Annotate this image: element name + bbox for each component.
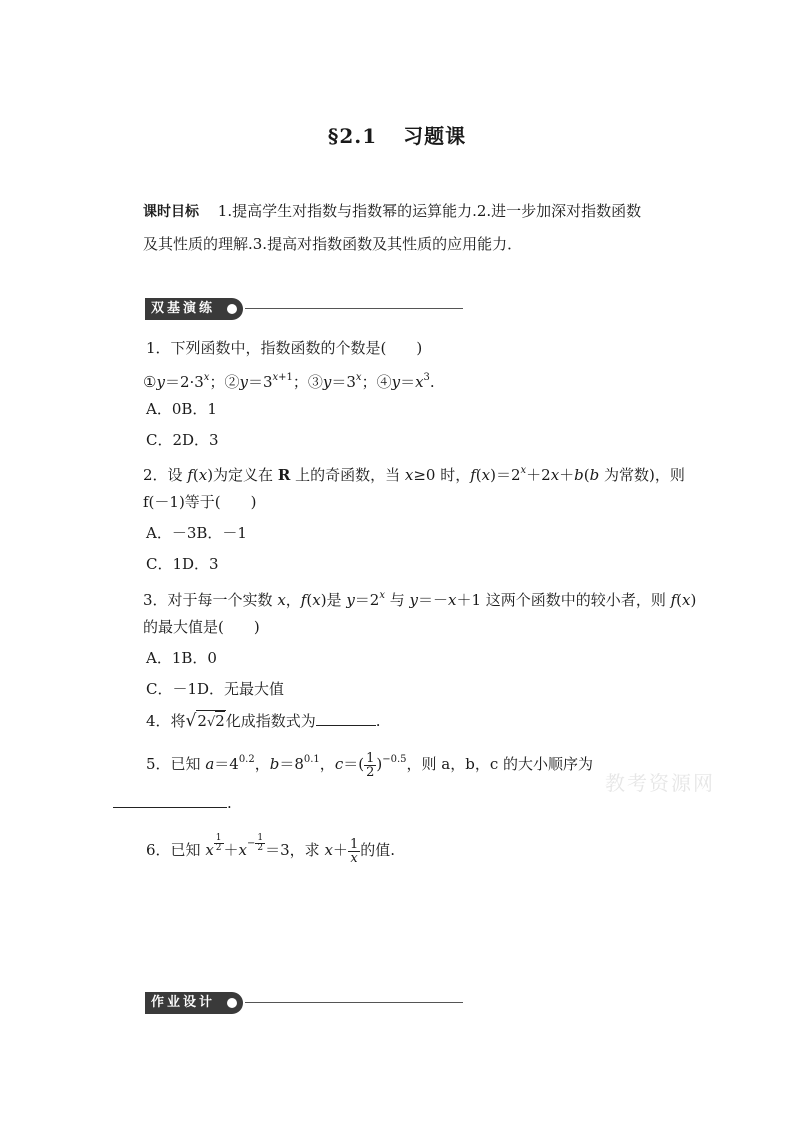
section-banner-homework [145,992,465,1016]
section-name: 习题课 [403,124,467,148]
q3-options-ab: A．1B．0 [146,649,217,667]
objectives-line-1 [143,201,641,222]
section-banner-basic-rule [245,308,463,309]
q5-fraction: $\frac{1}{2}$ [366,750,375,780]
q5-answer-blank[interactable] [113,792,227,808]
q3-stem-line-2: 的最大值是( ) [143,618,260,636]
section-banner-homework-rule [245,1002,463,1003]
q1-stem: 1．下列函数中，指数函数的个数是( ) [146,339,423,357]
q5-line: 5．已知 $a=4^{0.2}$，$b=8^{0.1}$，c＝( $\frac{1}{2}$ )$^{-0.5}$，则 a，b，c 的大小顺序为 [146,750,593,780]
banner-dot-icon [227,304,237,314]
q6-prefix: 6．已知 [146,841,201,859]
q2-options-ab: A．－3B．－1 [146,524,247,542]
q2-options-cd: C．1D．3 [146,555,219,573]
section-number: §2.1 [327,124,378,148]
objectives-label: 课时目标 [143,204,199,220]
section-banner-basic-label: 双基演练 [151,301,216,316]
watermark: 教考资源网 [605,771,715,795]
q4-prefix: 4．将 [146,712,186,730]
q3-stem-line-1: 3．对于每一个实数 x，f(x)是 $y=2^x$ 与 y＝－x＋1 这两个函数中的较小者，则 f(x) [143,590,697,609]
q6-line: 6．已知 x $^{\frac{1}{2}}$ $+x^{- \frac{1}{2}}$ ＝3，求 x＋ $\frac{1}{x}$ 的值. [146,833,395,866]
banner-dot-icon [227,998,237,1008]
q2-stem-line-1: 2．设 f(x)为定义在 R 上的奇函数，当 x≥0 时，$f(x)=2^x+2x+b(b$ 为常数)，则 [143,465,685,484]
objectives-line-2: 及其性质的理解.3.提高对指数函数及其性质的应用能力． [143,235,523,253]
q6-suffix: 的值. [360,841,395,859]
q1-options-cd: C．2D．3 [146,431,219,449]
section-banner-basic-tag [145,298,243,320]
section-banner-basic [145,298,465,322]
q5-answer-line: . [113,792,232,813]
section-banner-homework-tag [145,992,243,1014]
q4-radicand: 2√2 [196,710,225,733]
q1-functions: $①y=2\cdot 3^x$；$②y=3^{x+1}$；$③y=3^x$；$④y=x^3$. [143,372,435,391]
q6-fraction: $\frac{1}{x}$ [349,836,359,866]
q3-options-cd: C．－1D．无最大值 [146,680,285,698]
q1-options-ab: A．0B．1 [146,400,217,418]
q4-suffix: 化成指数式为 [225,712,316,730]
q4-line: 4．将√2√2化成指数式为 . [146,711,381,731]
section-banner-homework-label: 作业设计 [151,995,216,1010]
objectives-text-1: 1.提高学生对指数与指数幂的运算能力.2.进一步加深对指数函数 [217,202,642,220]
q5-tail: ，则 a，b，c 的大小顺序为 [406,755,593,773]
q4-answer-blank[interactable] [316,710,376,726]
sqrt-icon: √ [185,711,197,731]
q2-stem-line-2: f(－1)等于( ) [143,493,257,511]
page-title [0,120,794,149]
